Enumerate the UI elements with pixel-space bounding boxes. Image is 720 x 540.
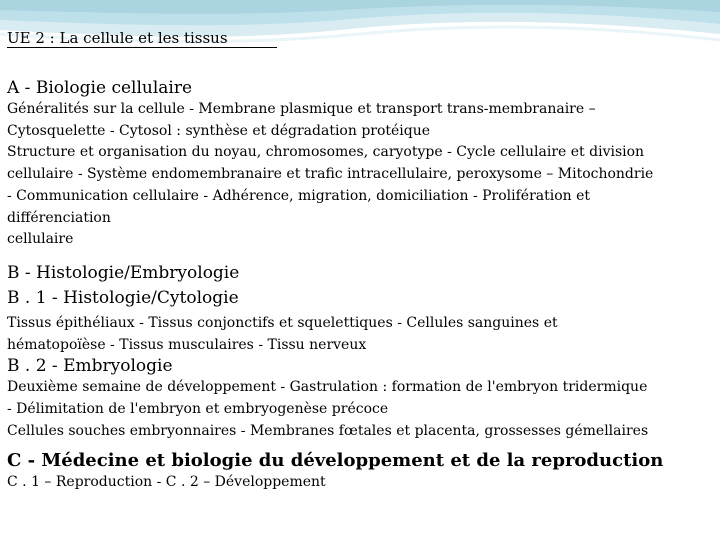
- content-area: [7, 78, 715, 494]
- spacer: [7, 442, 715, 450]
- title-block: [7, 28, 277, 48]
- section-b2-line: Cellules souches embryonnaires - Membranes fœtales et placenta, grossesses gémellaires: [7, 422, 649, 439]
- section-b-heading: B - Histologie/Embryologie: [7, 262, 240, 283]
- section-b1-body: [7, 313, 715, 356]
- section-c-heading: C - Médecine et biologie du développement et de la reproduction: [7, 450, 664, 472]
- section-b1-heading: B . 1 - Histologie/Cytologie: [7, 287, 239, 308]
- section-b2-line: - Délimitation de l'embryon et embryogenèse précoce: [7, 401, 389, 418]
- section-b2-body: [7, 377, 715, 442]
- section-a-line: différenciation: [7, 209, 111, 226]
- section-a-line: - Communication cellulaire - Adhérence, migration, domiciliation - Prolifération et: [7, 187, 591, 204]
- page-title: UE 2 : La cellule et les tissus: [7, 29, 228, 47]
- title-underline: [7, 47, 277, 48]
- section-a-line: cellulaire - Système endomembranaire et trafic intracellulaire, peroxysome – Mitochondrie: [7, 166, 654, 183]
- section-a-line: Structure et organisation du noyau, chromosomes, caryotype - Cycle cellulaire et division: [7, 144, 645, 161]
- section-a-line: Généralités sur la cellule - Membrane plasmique et transport trans-membranaire –: [7, 101, 596, 117]
- section-a-line: Cytosquelette - Cytosol : synthèse et dégradation protéique: [7, 122, 431, 139]
- section-c-body: [7, 472, 715, 494]
- section-b1-line: hématopoïèse - Tissus musculaires - Tissu nerveux: [7, 336, 367, 353]
- section-b1-line: Tissus épithéliaux - Tissus conjonctifs et squelettiques - Cellules sanguines et: [7, 314, 558, 331]
- spacer: [7, 251, 715, 263]
- section-a-line: cellulaire: [7, 231, 74, 248]
- section-a-body: [7, 99, 715, 251]
- section-b2-heading: B . 2 - Embryologie: [7, 356, 173, 377]
- section-c-line: C . 1 – Reproduction - C . 2 – Développement: [7, 474, 326, 491]
- section-b2-line: Deuxième semaine de développement - Gastrulation : formation de l'embryon tridermique: [7, 379, 648, 396]
- section-a-heading: A - Biologie cellulaire: [7, 78, 193, 98]
